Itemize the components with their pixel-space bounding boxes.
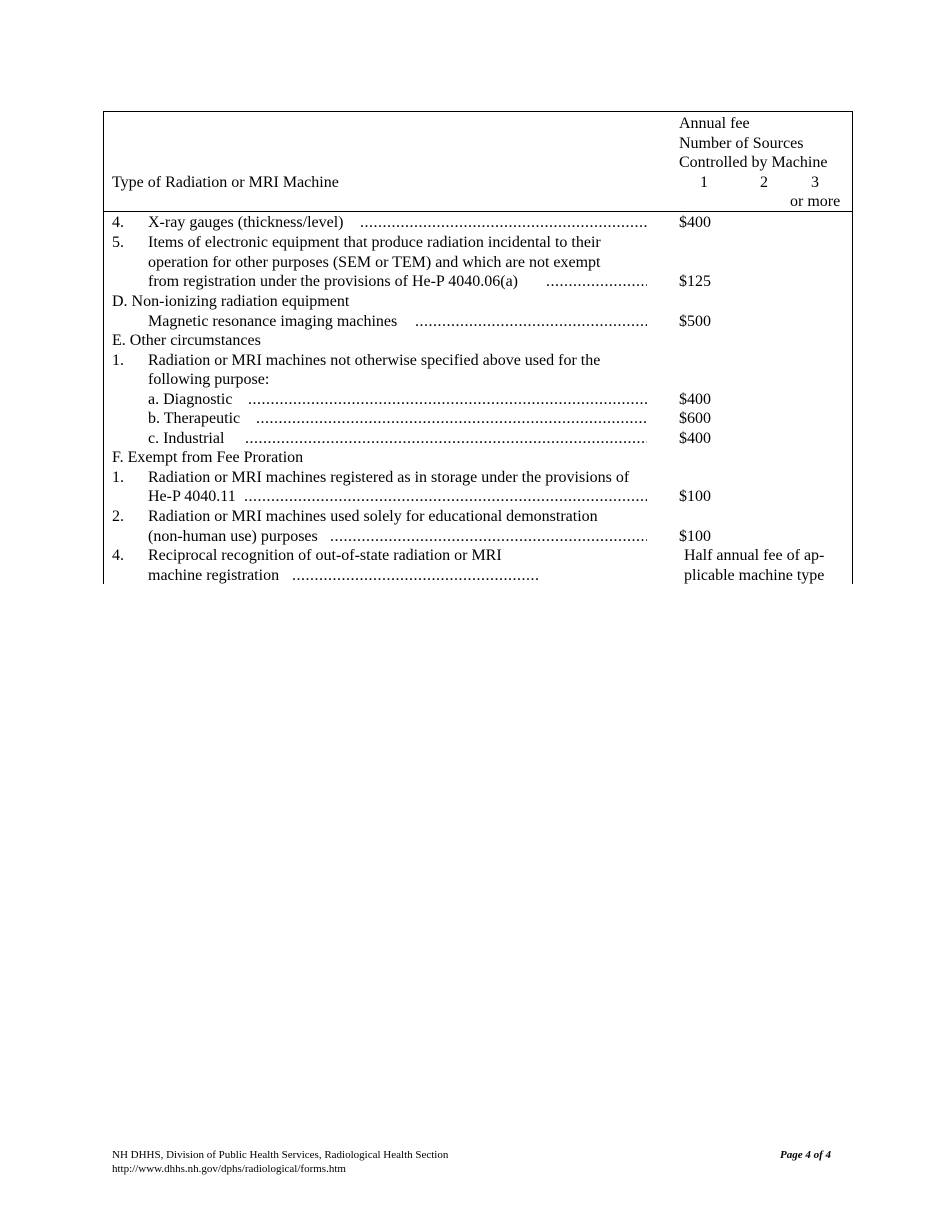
item-text: Reciprocal recognition of out-of-state radiation or MRI (148, 547, 502, 564)
sources-col-3-header: 3 (811, 174, 819, 191)
page-number: Page 4 of 4 (780, 1149, 832, 1161)
item-number: 1. (112, 351, 124, 369)
item-number: 2. (112, 508, 124, 525)
sources-col-1-header: 1 (700, 174, 708, 191)
dot-leader (360, 213, 647, 233)
sub-item-text: c. Industrial (148, 429, 225, 447)
item-text: X-ray gauges (thickness/level) (148, 214, 344, 231)
item-number: 4. (112, 547, 124, 564)
fee-value: $125 (679, 273, 711, 290)
fee-value: $100 (679, 488, 711, 505)
fee-note: Half annual fee of ap- (684, 547, 825, 564)
sources-col-3-subheader: or more (790, 193, 841, 210)
dot-leader (292, 566, 540, 586)
fee-value: $500 (679, 312, 711, 330)
section-heading: E. Other circumstances (112, 332, 261, 349)
item-text: following purpose: (148, 371, 270, 388)
fee-note: plicable machine type (684, 566, 825, 584)
fee-table (103, 111, 853, 584)
item-text: from registration under the provisions of He-P 4040.06(a) (148, 273, 518, 290)
sub-item-text: a. Diagnostic (148, 390, 233, 408)
item-text: He-P 4040.11 (148, 488, 236, 505)
dot-leader (245, 429, 647, 449)
number-of-sources-header: Number of Sources (679, 134, 804, 152)
item-text: Magnetic resonance imaging machines (148, 312, 398, 330)
item-number: 5. (112, 234, 124, 251)
dot-leader (256, 409, 647, 429)
header-divider (104, 211, 852, 212)
item-text: operation for other purposes (SEM or TEM) and which are not exempt (148, 253, 601, 271)
item-text: Radiation or MRI machines used solely for educational demonstration (148, 508, 598, 525)
item-text: machine registration (148, 566, 280, 584)
dot-leader (244, 487, 647, 507)
fee-value: $400 (679, 214, 711, 231)
dot-leader (248, 390, 647, 410)
annual-fee-header: Annual fee (679, 115, 750, 132)
type-column-header: Type of Radiation or MRI Machine (112, 174, 339, 191)
sources-col-2-header: 2 (760, 174, 768, 191)
dot-leader (415, 312, 647, 332)
fee-value: $600 (679, 410, 711, 427)
dot-leader (330, 527, 647, 547)
section-heading: D. Non-ionizing radiation equipment (112, 293, 350, 310)
item-text: Radiation or MRI machines not otherwise specified above used for the (148, 351, 601, 369)
item-text: Radiation or MRI machines registered as in storage under the provisions of (148, 468, 630, 486)
fee-value: $400 (679, 429, 711, 447)
footer-url[interactable]: http://www.dhhs.nh.gov/dphs/radiological/forms.htm (112, 1163, 346, 1175)
item-number: 4. (112, 214, 124, 231)
item-number: 1. (112, 468, 124, 486)
controlled-by-machine-header: Controlled by Machine (679, 154, 828, 171)
section-heading: F. Exempt from Fee Proration (112, 449, 304, 466)
footer-organization: NH DHHS, Division of Public Health Services, Radiological Health Section (112, 1149, 449, 1161)
fee-value: $100 (679, 527, 711, 545)
item-text: Items of electronic equipment that produce radiation incidental to their (148, 234, 601, 251)
fee-value: $400 (679, 390, 711, 408)
item-text: (non-human use) purposes (148, 527, 318, 545)
dot-leader (546, 272, 647, 292)
sub-item-text: b. Therapeutic (148, 410, 241, 427)
